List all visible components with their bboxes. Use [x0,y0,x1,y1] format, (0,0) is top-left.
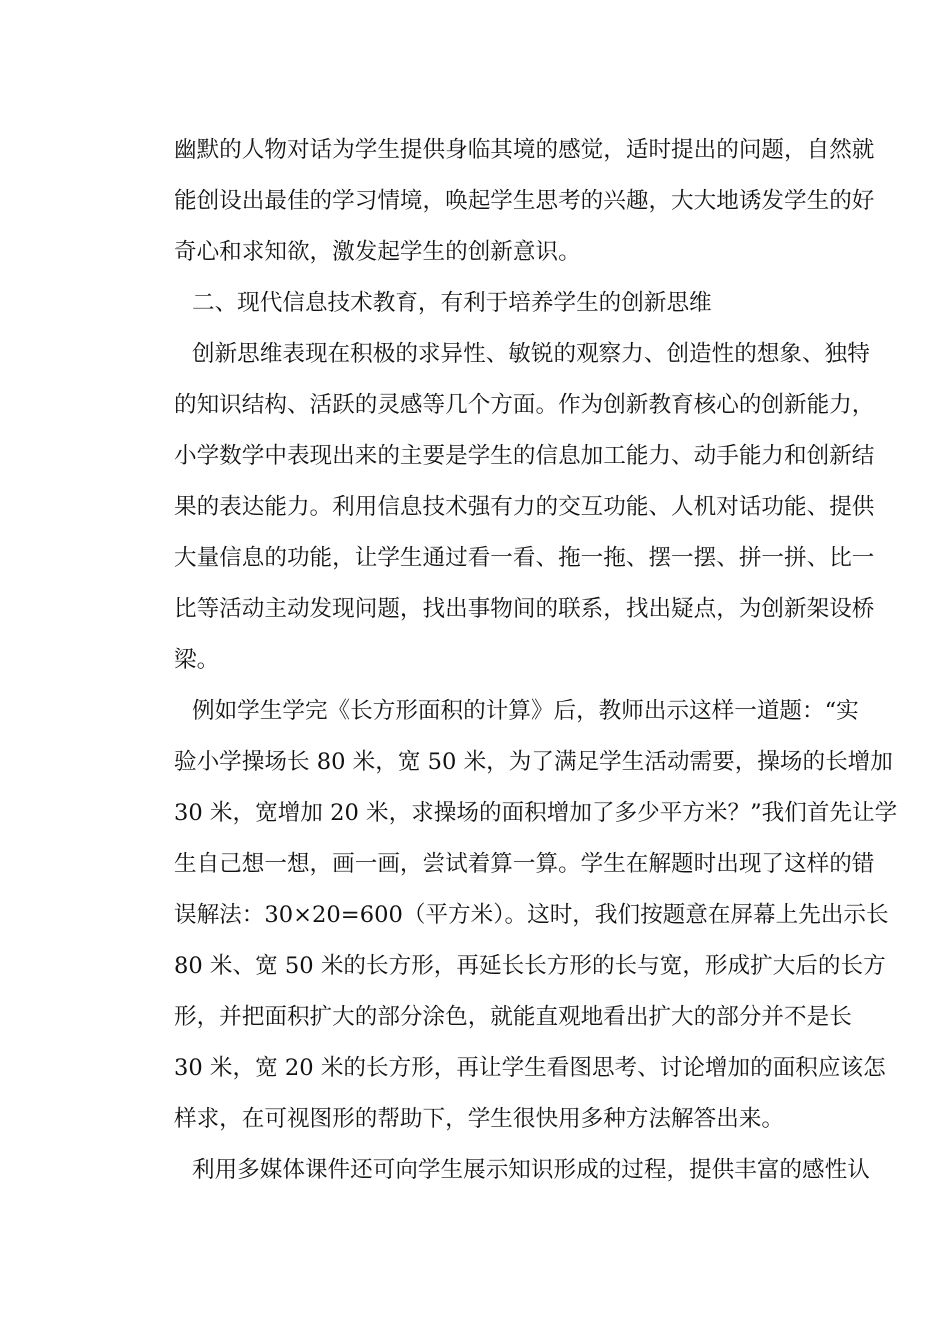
text-line: 比等活动主动发现问题，找出事物间的联系，找出疑点，为创新架设桥 [174,596,875,622]
text-line: 梁。 [174,647,220,673]
text-line: 误解法：30×20=600（平方米）。这时，我们按题意在屏幕上先出示长 [174,902,889,928]
text-line: 30 米，宽 20 米的长方形，再让学生看图思考、讨论增加的面积应该怎 [174,1055,886,1081]
text-line: 形，并把面积扩大的部分涂色，就能直观地看出扩大的部分并不是长 [174,1004,852,1030]
text-line: 30 米，宽增加 20 米，求操场的面积增加了多少平方米？”我们首先让学 [174,800,898,826]
text-line: 利用多媒体课件还可向学生展示知识形成的过程，提供丰富的感性认 [192,1157,870,1183]
text-line: 例如学生学完《长方形面积的计算》后，教师出示这样一道题：“实 [192,698,859,724]
text-line: 创新思维表现在积极的求异性、敏锐的观察力、创造性的想象、独特 [192,341,870,367]
text-line: 能创设出最佳的学习情境，唤起学生思考的兴趣，大大地诱发学生的好 [174,188,875,214]
text-line: 小学数学中表现出来的主要是学生的信息加工能力、动手能力和创新结 [174,443,875,469]
text-line: 幽默的人物对话为学生提供身临其境的感觉，适时提出的问题，自然就 [174,137,875,163]
text-line: 生自己想一想，画一画，尝试着算一算。学生在解题时出现了这样的错 [174,851,875,877]
text-line: 80 米、宽 50 米的长方形，再延长长方形的长与宽，形成扩大后的长方 [174,953,886,979]
text-line: 果的表达能力。利用信息技术强有力的交互功能、人机对话功能、提供 [174,494,875,520]
text-line: 大量信息的功能，让学生通过看一看、拖一拖、摆一摆、拼一拼、比一 [174,545,875,571]
text-line: 奇心和求知欲，激发起学生的创新意识。 [174,239,581,265]
text-line: 验小学操场长 80 米，宽 50 米，为了满足学生活动需要，操场的长增加 [174,749,893,775]
text-line: 的知识结构、活跃的灵感等几个方面。作为创新教育核心的创新能力， [174,392,875,418]
text-line: 样求，在可视图形的帮助下，学生很快用多种方法解答出来。 [174,1106,785,1132]
section-heading: 二、现代信息技术教育，有利于培养学生的创新思维 [192,290,712,316]
